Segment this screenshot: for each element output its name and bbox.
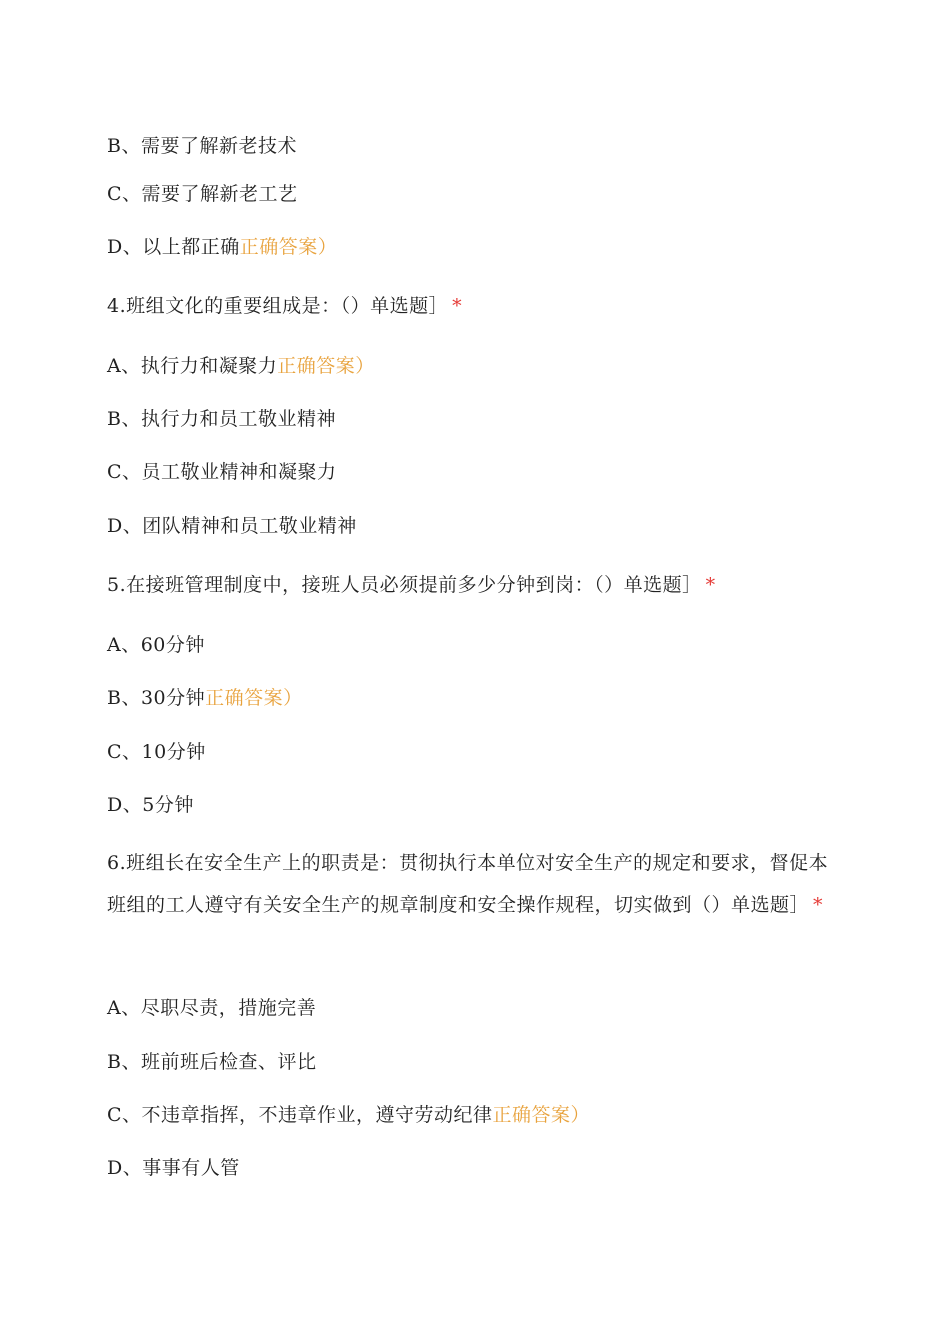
option-b-q5 <box>107 686 303 710</box>
option-d-q5 <box>107 793 194 817</box>
correct-answer-tag: 正确答案） <box>205 687 303 709</box>
option-b-q6 <box>107 1050 316 1074</box>
option-text: A、60分钟 <box>107 634 205 656</box>
question-text: 6.班组长在安全生产上的职责是：贯彻执行本单位对安全生产的规定和要求，督促本班组的工人遵守有关安全生产的规章制度和安全操作规程，切实做到（）单选题］ <box>107 852 829 916</box>
option-a-q4 <box>107 354 375 378</box>
option-a-q5 <box>107 633 205 657</box>
option-b-q4 <box>107 407 336 431</box>
question-6 <box>107 842 847 926</box>
option-text: C、员工敬业精神和凝聚力 <box>107 461 337 483</box>
option-text: B、班前班后检查、评比 <box>107 1051 317 1073</box>
correct-answer-tag: 正确答案） <box>492 1104 591 1126</box>
option-a-q6 <box>107 996 316 1020</box>
option-text: C、不违章指挥，不违章作业，遵守劳动纪律 <box>107 1104 493 1126</box>
option-text: D、5分钟 <box>107 794 194 816</box>
option-d-q6 <box>107 1156 240 1180</box>
option-text: D、以上都正确 <box>107 236 240 258</box>
option-text: D、事事有人管 <box>107 1157 240 1179</box>
option-c-q3 <box>107 182 298 206</box>
option-text: A、尽职尽责，措施完善 <box>107 997 317 1019</box>
option-c-q4 <box>107 460 337 484</box>
question-4 <box>107 294 462 318</box>
option-text: B、30分钟 <box>107 687 206 709</box>
question-text: 5.在接班管理制度中，接班人员必须提前多少分钟到岗：（）单选题］ <box>107 574 702 596</box>
option-b-q3 <box>107 134 297 158</box>
option-c-q5 <box>107 740 206 764</box>
option-text: D、团队精神和员工敬业精神 <box>107 515 357 537</box>
question-5 <box>107 573 716 597</box>
option-text: C、10分钟 <box>107 741 206 763</box>
option-text: A、执行力和凝聚力 <box>107 355 278 377</box>
correct-answer-tag: 正确答案） <box>239 236 338 258</box>
option-text: B、需要了解新老技术 <box>107 135 297 157</box>
option-d-q4 <box>107 514 357 538</box>
required-mark: * <box>452 295 463 317</box>
option-c-q6 <box>107 1103 590 1127</box>
option-text: C、需要了解新老工艺 <box>107 183 298 205</box>
question-text: 4.班组文化的重要组成是：（）单选题］ <box>107 295 449 317</box>
required-mark: * <box>705 574 716 596</box>
option-d-q3 <box>107 235 337 259</box>
option-text: B、执行力和员工敬业精神 <box>107 408 336 430</box>
correct-answer-tag: 正确答案） <box>277 355 375 377</box>
required-mark: * <box>813 894 824 916</box>
